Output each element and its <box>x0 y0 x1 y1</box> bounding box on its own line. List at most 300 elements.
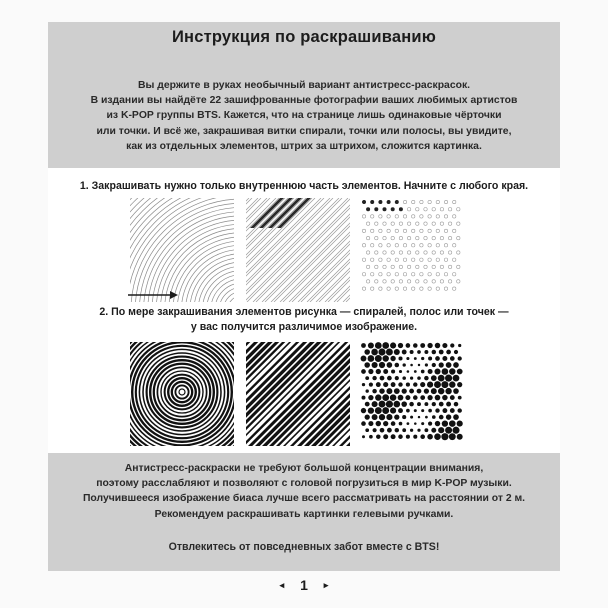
dot <box>412 229 415 232</box>
step-2-line: у вас получится различимое изображение. <box>190 321 418 333</box>
dot <box>387 273 390 276</box>
dot <box>416 265 419 268</box>
dot <box>453 258 456 261</box>
dot <box>439 362 444 367</box>
dot <box>371 215 374 218</box>
dot <box>434 368 440 374</box>
intro-line: как из отдельных элементов, штрих за штрихом, сложится картинка. <box>126 140 482 152</box>
dot <box>390 394 397 401</box>
dot <box>412 244 415 247</box>
dot <box>390 342 396 348</box>
dot <box>403 244 406 247</box>
dot <box>383 280 386 283</box>
dot <box>453 362 459 368</box>
start-arrow-icon <box>128 288 178 302</box>
dot <box>382 407 389 414</box>
dot <box>365 414 370 419</box>
dot <box>424 388 429 393</box>
dot <box>421 370 425 374</box>
dot <box>371 244 374 247</box>
dot <box>453 215 456 218</box>
dot <box>375 394 381 400</box>
dot <box>454 350 458 354</box>
dot <box>407 280 410 283</box>
dot <box>399 208 402 211</box>
dot <box>444 200 447 203</box>
dot <box>383 251 386 254</box>
dot <box>427 382 433 388</box>
dot <box>399 251 402 254</box>
dots-outline-tile <box>360 198 464 302</box>
dot <box>453 200 456 203</box>
dot <box>445 388 451 394</box>
dot <box>436 200 439 203</box>
dot <box>452 427 459 434</box>
dot <box>395 363 400 368</box>
dot <box>432 350 436 354</box>
dot <box>398 382 402 386</box>
dot <box>398 395 404 401</box>
dot <box>391 369 395 373</box>
dot <box>395 428 399 432</box>
dot <box>428 229 431 232</box>
dot <box>402 415 406 419</box>
dot <box>375 407 382 414</box>
dot <box>444 229 447 232</box>
dot <box>420 434 425 439</box>
dot <box>365 428 369 432</box>
dot <box>420 382 425 387</box>
dot <box>453 375 460 382</box>
dot <box>432 222 435 225</box>
dot <box>402 388 407 393</box>
dot <box>361 343 366 348</box>
dot <box>380 428 385 433</box>
dot <box>457 421 463 427</box>
dot <box>379 273 382 276</box>
dot <box>391 251 394 254</box>
dot <box>428 244 431 247</box>
dot <box>435 343 441 349</box>
dot <box>432 363 436 367</box>
dot <box>391 382 396 387</box>
dot <box>448 222 451 225</box>
dot <box>375 355 382 362</box>
dot <box>457 369 463 375</box>
dot <box>438 388 444 394</box>
dot <box>424 280 427 283</box>
dot <box>372 401 378 407</box>
dot <box>421 357 424 360</box>
page-title: Инструкция по раскрашиванию <box>171 28 437 46</box>
intro-line: В издании вы найдёте 22 зашифрованные фотографии ваших любимых артистов <box>90 95 518 107</box>
dot <box>412 200 415 203</box>
dot <box>379 362 385 368</box>
dot <box>449 420 456 427</box>
spiral-filled-tile <box>130 342 234 446</box>
dot <box>424 222 427 225</box>
dot <box>440 251 443 254</box>
dot <box>436 287 439 290</box>
dot <box>445 427 452 434</box>
dot <box>424 208 427 211</box>
dot <box>403 229 406 232</box>
dot <box>395 229 398 232</box>
dot <box>407 208 410 211</box>
dot <box>427 343 432 348</box>
dot <box>365 402 370 407</box>
dot <box>406 435 410 439</box>
intro-line: или точки. И всё же, закрашивая витки спирали, точки или полосы, вы увидите, <box>96 125 512 137</box>
dot <box>444 258 447 261</box>
dot <box>438 427 444 433</box>
dot <box>378 348 385 355</box>
dot <box>379 388 385 394</box>
dot <box>439 415 444 420</box>
dot <box>407 422 410 425</box>
dot <box>435 395 441 401</box>
dot <box>368 355 375 362</box>
dot <box>444 215 447 218</box>
dot <box>440 222 443 225</box>
dot <box>373 428 377 432</box>
dot <box>454 402 459 407</box>
dot <box>413 435 417 439</box>
dot <box>406 383 410 387</box>
dot <box>457 222 460 225</box>
dot <box>416 208 419 211</box>
dot <box>457 280 460 283</box>
dot <box>424 402 428 406</box>
dot <box>383 434 388 439</box>
dot <box>420 200 423 203</box>
dot <box>440 265 443 268</box>
dot <box>420 244 423 247</box>
dot <box>366 236 369 239</box>
dot <box>420 229 423 232</box>
dot <box>368 395 373 400</box>
dot <box>399 370 402 373</box>
dot <box>393 401 400 408</box>
dot <box>457 251 460 254</box>
step-2-line: 2. По мере закрашивания элементов рисунка — спиралей, полос или точек — <box>99 306 509 318</box>
dot <box>424 376 429 381</box>
dot <box>458 344 461 347</box>
dot <box>448 208 451 211</box>
page-number: 1 <box>300 577 308 594</box>
dot <box>446 414 451 419</box>
page-navigation <box>0 576 608 593</box>
dot <box>432 208 435 211</box>
dot <box>403 363 406 366</box>
dot <box>390 408 396 414</box>
dot <box>410 416 413 419</box>
dot <box>401 401 407 407</box>
dot <box>407 251 410 254</box>
dot <box>453 414 459 420</box>
dot <box>424 428 428 432</box>
dot <box>395 376 399 380</box>
dot <box>362 215 365 218</box>
dot <box>391 280 394 283</box>
dot <box>439 350 444 355</box>
dot <box>383 265 386 268</box>
intro-line: Вы держите в руках необычный вариант антистресс-раскрасок. <box>137 80 471 91</box>
dot <box>432 251 435 254</box>
dot <box>428 422 432 426</box>
dot <box>450 343 454 347</box>
dot <box>441 381 448 388</box>
dot <box>382 342 389 349</box>
dot <box>366 208 369 211</box>
dot <box>438 375 445 382</box>
dot <box>420 395 425 400</box>
dot <box>436 244 439 247</box>
dot <box>369 435 373 439</box>
dot <box>432 402 436 406</box>
dot <box>371 349 378 356</box>
dot <box>420 258 423 261</box>
dot <box>458 396 462 400</box>
dot <box>403 258 406 261</box>
dot <box>414 409 417 412</box>
dot <box>366 265 369 268</box>
dot <box>457 265 460 268</box>
prev-page-icon[interactable]: ◂ <box>279 579 285 590</box>
dot <box>386 401 393 408</box>
dot <box>442 356 447 361</box>
dot <box>383 369 388 374</box>
dot <box>432 265 435 268</box>
dot <box>376 382 381 387</box>
dot <box>414 422 417 425</box>
outro-line: Получившееся изображение биаса лучше всего рассматривать на расстоянии от 2 м. <box>82 493 526 505</box>
dot <box>436 229 439 232</box>
stripes-outline-tile <box>246 198 350 302</box>
dot <box>394 414 399 419</box>
dot <box>368 342 374 348</box>
dot <box>398 343 403 348</box>
dot <box>402 350 407 355</box>
dot <box>442 408 447 413</box>
dot <box>375 222 378 225</box>
dot <box>371 229 374 232</box>
dot <box>413 382 417 386</box>
dot <box>391 434 396 439</box>
dot <box>379 258 382 261</box>
dot <box>435 356 440 361</box>
dot <box>398 356 402 360</box>
next-page-icon[interactable]: ▸ <box>323 579 329 590</box>
slogan-text: Отвлекитесь от повседневных забот вместе с BTS! <box>168 541 440 553</box>
dot <box>395 258 398 261</box>
dot <box>387 258 390 261</box>
outro-line: Рекомендуем раскрашивать картинки гелевыми ручками. <box>154 508 454 520</box>
dot <box>379 244 382 247</box>
dot <box>368 407 374 413</box>
dot <box>445 375 452 382</box>
dot <box>399 222 402 225</box>
dot <box>383 208 386 211</box>
dot <box>362 258 365 261</box>
dot <box>362 287 365 290</box>
dot <box>394 349 400 355</box>
dot <box>416 236 419 239</box>
dot <box>421 422 424 425</box>
dot <box>440 236 443 239</box>
dot <box>387 200 390 203</box>
dot <box>418 416 420 418</box>
dot <box>395 200 398 203</box>
dot <box>453 287 456 290</box>
dot <box>448 251 451 254</box>
dot <box>427 434 433 440</box>
dot <box>399 236 402 239</box>
dot <box>361 369 366 374</box>
dot <box>376 434 380 438</box>
dot <box>428 273 431 276</box>
dot <box>448 236 451 239</box>
dot <box>428 200 431 203</box>
dot <box>446 402 451 407</box>
dot <box>413 343 418 348</box>
dot <box>379 200 382 203</box>
dot <box>453 244 456 247</box>
dot <box>434 433 441 440</box>
dot <box>409 402 414 407</box>
dot <box>376 421 381 426</box>
dot <box>420 287 423 290</box>
dot <box>371 200 374 203</box>
dot <box>379 401 386 408</box>
dot <box>383 382 388 387</box>
intro-line: из K-POP группы BTS. Кажется, что на странице лишь одинаковые чёрточки <box>106 110 502 122</box>
dot <box>361 356 367 362</box>
dot <box>364 362 370 368</box>
dot <box>371 273 374 276</box>
intro-text <box>58 78 550 154</box>
dot <box>416 222 419 225</box>
dot <box>450 408 455 413</box>
dot <box>362 229 365 232</box>
dot <box>366 251 369 254</box>
dot <box>424 251 427 254</box>
dot <box>405 395 410 400</box>
dot <box>379 414 385 420</box>
dot <box>410 364 413 367</box>
dot <box>436 215 439 218</box>
dot <box>432 280 435 283</box>
dot <box>425 416 428 419</box>
dot <box>402 428 406 432</box>
stripes-filled-tile <box>246 342 350 446</box>
dot <box>416 251 419 254</box>
dot <box>366 222 369 225</box>
dot <box>362 396 366 400</box>
dot <box>444 273 447 276</box>
dot <box>391 421 396 426</box>
dot <box>375 342 382 349</box>
dot <box>412 215 415 218</box>
dot <box>442 368 449 375</box>
dot <box>414 370 417 373</box>
dot <box>368 369 373 374</box>
dot <box>442 343 447 348</box>
dot <box>383 236 386 239</box>
dot <box>436 273 439 276</box>
dot <box>402 376 406 380</box>
dot <box>372 414 378 420</box>
dot <box>407 222 410 225</box>
dot <box>432 415 436 419</box>
dot <box>391 265 394 268</box>
dot <box>448 265 451 268</box>
dot <box>394 388 400 394</box>
dot <box>390 356 395 361</box>
dot <box>453 388 459 394</box>
dot <box>362 244 365 247</box>
dot <box>387 244 390 247</box>
dots-filled-tile <box>360 342 464 446</box>
dot <box>386 414 392 420</box>
dot <box>444 244 447 247</box>
dot <box>391 236 394 239</box>
dot <box>362 273 365 276</box>
dot <box>428 215 431 218</box>
dot <box>364 349 370 355</box>
dot <box>382 394 389 401</box>
dot <box>387 215 390 218</box>
dot <box>413 395 418 400</box>
dot <box>457 208 460 211</box>
dot <box>442 420 448 426</box>
dot <box>368 421 373 426</box>
dot <box>428 369 433 374</box>
dot <box>439 402 444 407</box>
dot <box>416 280 419 283</box>
dot <box>366 280 369 283</box>
dot <box>458 356 462 360</box>
dot <box>428 356 432 360</box>
dot <box>448 280 451 283</box>
step-1-text: 1. Закрашивать нужно только внутреннюю часть элементов. Начните с любого края. <box>79 180 529 192</box>
dot <box>432 236 435 239</box>
dot <box>446 350 451 355</box>
dot <box>399 422 403 426</box>
dot <box>395 244 398 247</box>
dot <box>418 364 420 366</box>
dot <box>442 395 448 401</box>
dot <box>407 236 410 239</box>
dot <box>440 208 443 211</box>
dot <box>425 363 428 366</box>
dot <box>398 408 403 413</box>
dot <box>417 429 420 432</box>
dot <box>457 408 461 412</box>
dot <box>375 236 378 239</box>
dot <box>391 222 394 225</box>
dot <box>386 349 393 356</box>
dot <box>383 421 388 426</box>
dot <box>387 376 392 381</box>
dot <box>428 409 432 413</box>
dot <box>450 395 455 400</box>
dot <box>431 388 437 394</box>
dot <box>410 376 413 379</box>
dot <box>457 434 463 440</box>
dot <box>434 381 441 388</box>
dot <box>395 287 398 290</box>
